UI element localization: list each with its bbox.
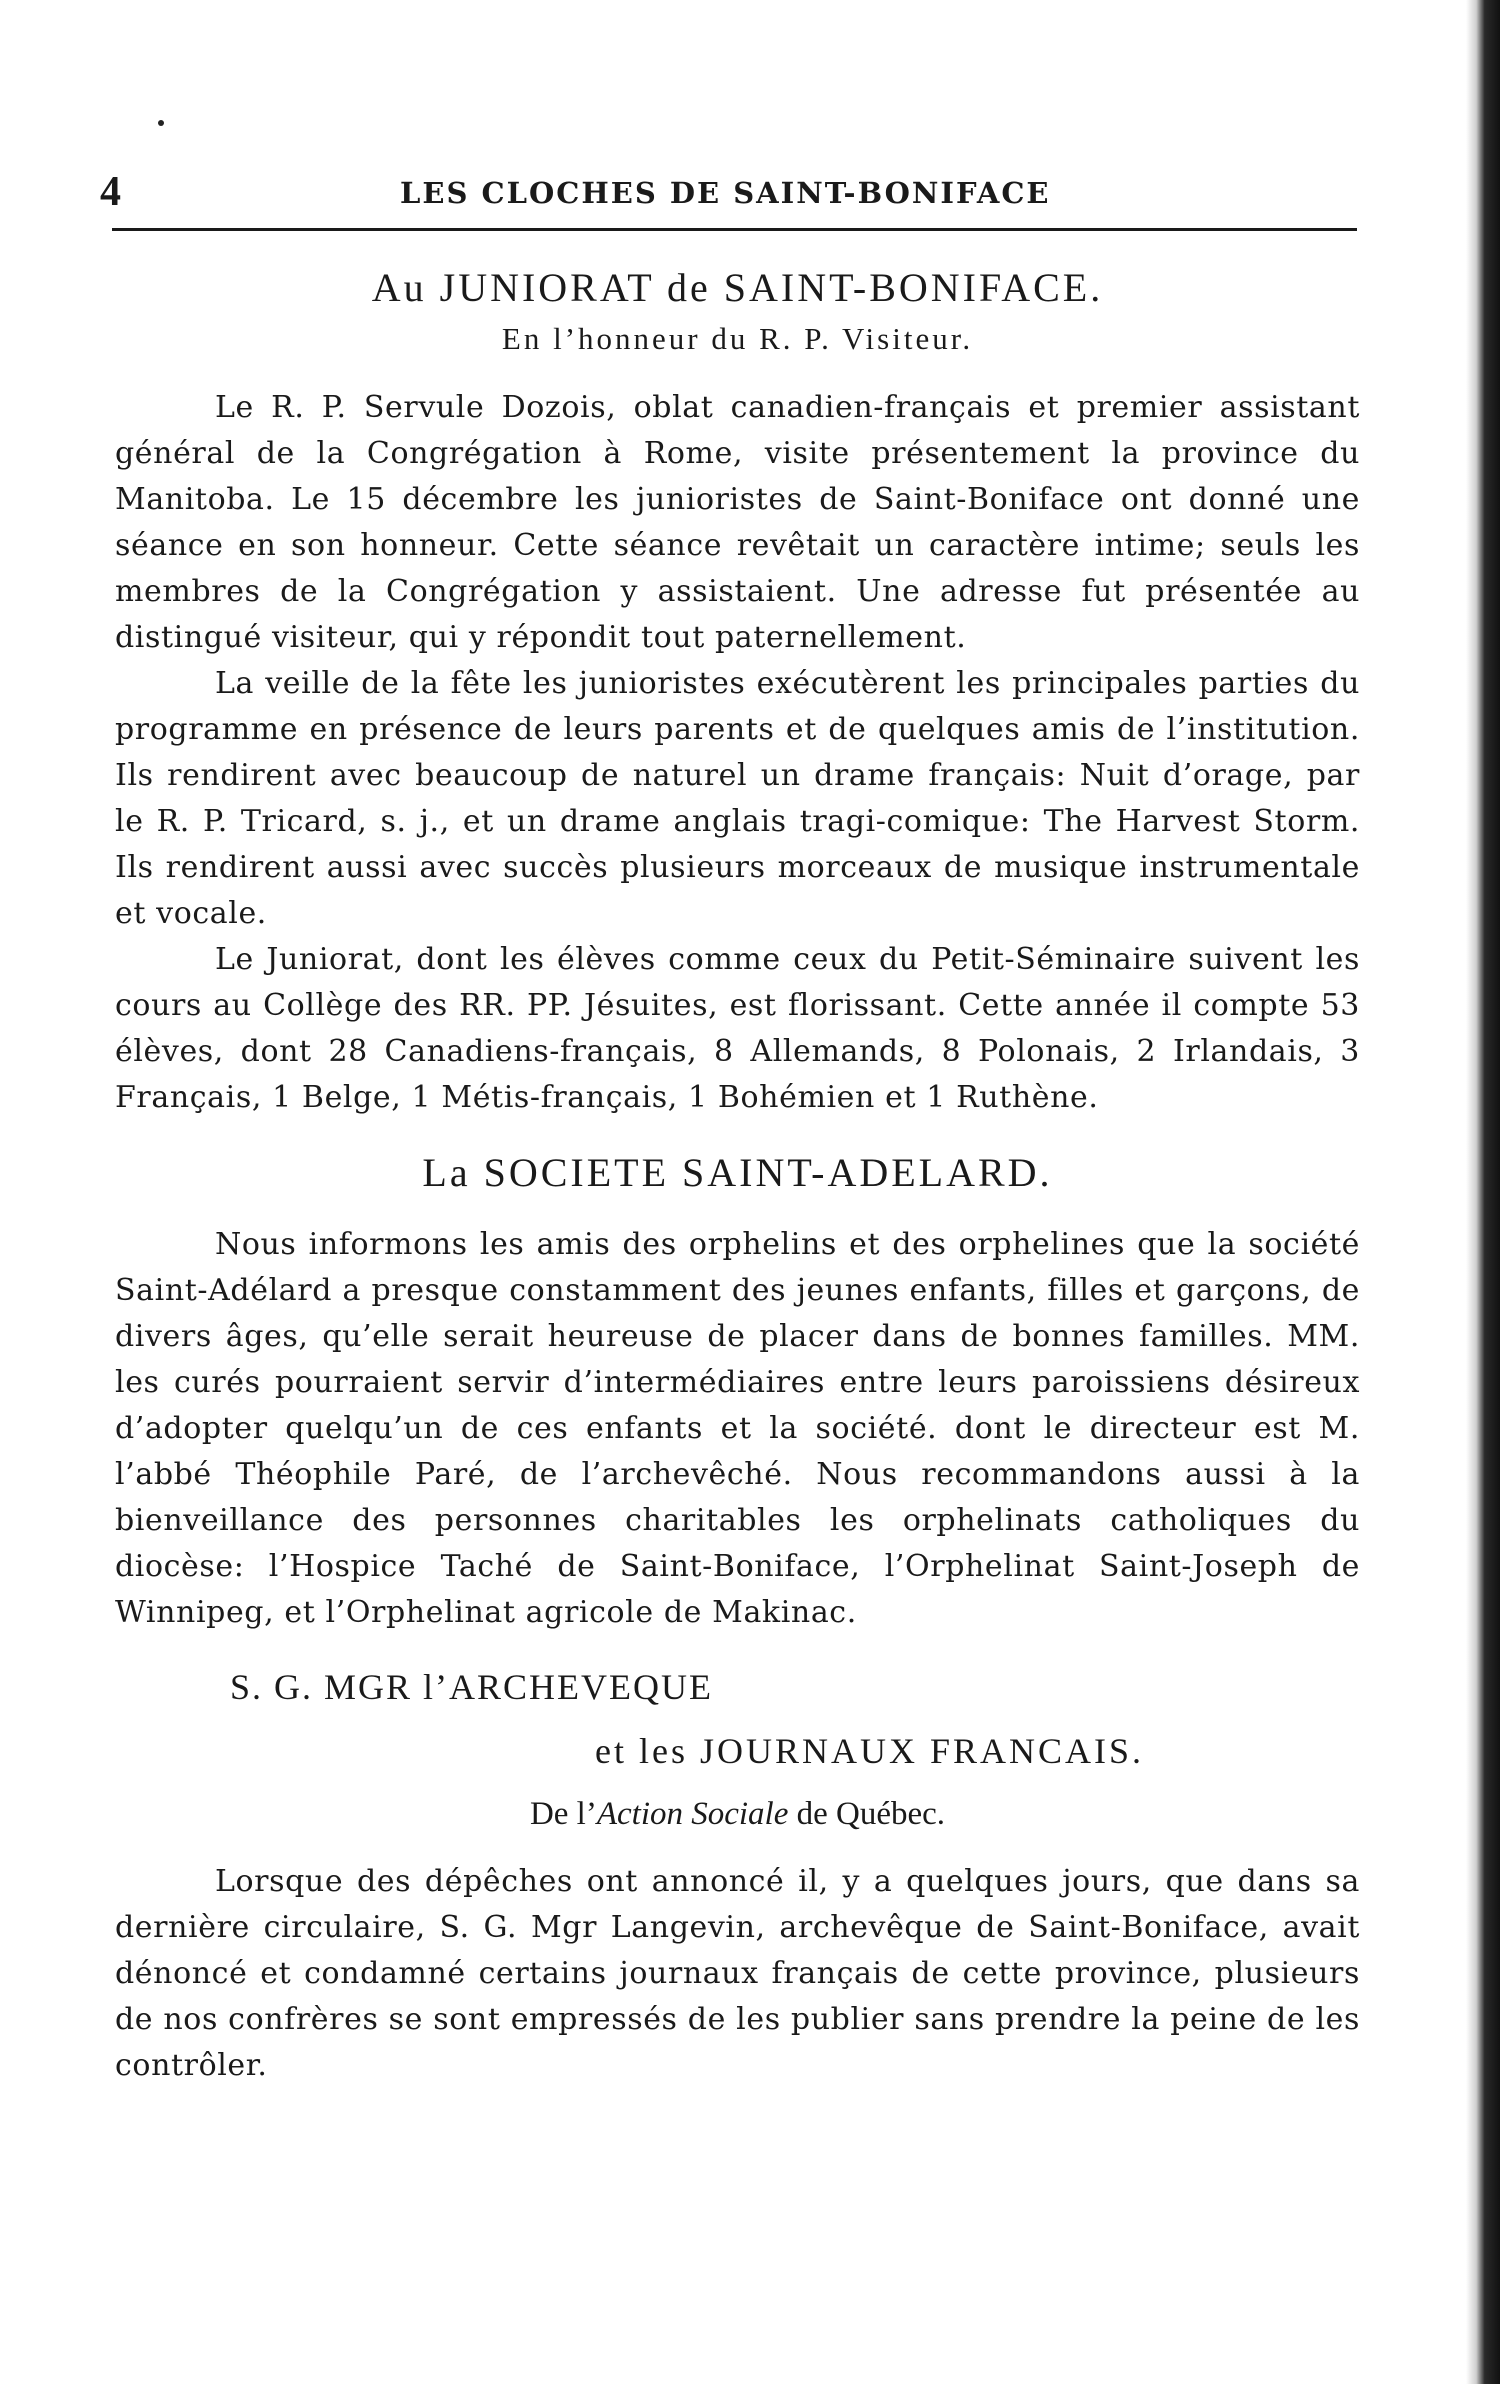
paragraph: Nous informons les amis des orphelins et des orphelines que la société Saint-Adélard a presque constamment des jeunes enfants, filles et garçons, de divers âges, qu’elle serait heureuse de placer dans de bonnes familles. MM. les curés pourraient servir d’intermédiaires entre leurs paroissiens désireux d’adopter quelqu’un de ces enfants et la société. dont le directeur est M. l’abbé Théophile Paré, de l’archevêché. Nous recommandons aussi à la bienveillance des personnes charitables les orphelinats catholiques du diocèse: l’Hospice Taché de Saint-Boniface, l’Orphelinat Saint-Joseph de Winnipeg, et l’Orphelinat agricole de Makinac. [115, 1227, 1360, 1630]
source-prefix: De l’ [529, 1796, 597, 1832]
source-suffix: de Québec. [788, 1796, 946, 1832]
section-heading-archeveque: S. G. MGR l’ARCHEVEQUE [230, 1667, 714, 1707]
page-number: 4 [100, 169, 121, 215]
header-rule [112, 228, 1357, 231]
scanned-page-edge [1466, 0, 1500, 2384]
paragraph: La veille de la fête les junioristes exécutèrent les principales parties du programme en présence de leurs parents et de quelques amis de l’institution. Ils rendirent avec beaucoup de naturel un drame français: Nuit d’orage, par le R. P. Tricard, s. j., et un drame anglais tragi-comique: The Harvest Storm. Ils rendirent aussi avec succès plusieurs morceaux de musique instrumentale et vocale. [115, 666, 1360, 931]
page-content [115, 250, 1360, 2089]
source-name: Action Sociale [596, 1796, 789, 1832]
running-title: LES CLOCHES DE SAINT-BONIFACE [400, 176, 1051, 210]
paragraph: Lorsque des dépêches ont annoncé il, y a quelques jours, que dans sa dernière circulaire, S. G. Mgr Langevin, archevêque de Saint-Boniface, avait dénoncé et condamné certains journaux français de cette province, plusieurs de nos confrères se sont empressés de les publier sans prendre la peine de les contrôler. [115, 1864, 1360, 2083]
section-subheading-visiteur: En l’honneur du R. P. Visiteur. [501, 321, 974, 356]
source-line [115, 1796, 1360, 1833]
paragraph: Le R. P. Servule Dozois, oblat canadien-français et premier assistant général de la Congrégation à Rome, visite présentement la province du Manitoba. Le 15 décembre les junioristes de Saint-Boniface ont donné une séance en son honneur. Cette séance revêtait un caractère intime; seuls les membres de la Congrégation y assistaient. Une adresse fut présentée au distingué visiteur, qui y répondit tout paternellement. [115, 390, 1360, 655]
section-heading-journaux: et les JOURNAUX FRANCAIS. [595, 1731, 1145, 1771]
paragraph: Le Juniorat, dont les élèves comme ceux du Petit-Séminaire suivent les cours au Collège des RR. PP. Jésuites, est florissant. Cette année il compte 53 élèves, dont 28 Canadiens-français, 8 Allemands, 8 Polonais, 2 Irlandais, 3 Français, 1 Belge, 1 Métis-français, 1 Bohémien et 1 Ruthène. [115, 942, 1360, 1115]
section-heading-societe: La SOCIETE SAINT-ADELARD. [422, 1150, 1053, 1195]
ink-speck [158, 120, 164, 126]
running-head [100, 168, 1360, 228]
section-heading-juniorat: Au JUNIORAT de SAINT-BONIFACE. [371, 265, 1104, 310]
